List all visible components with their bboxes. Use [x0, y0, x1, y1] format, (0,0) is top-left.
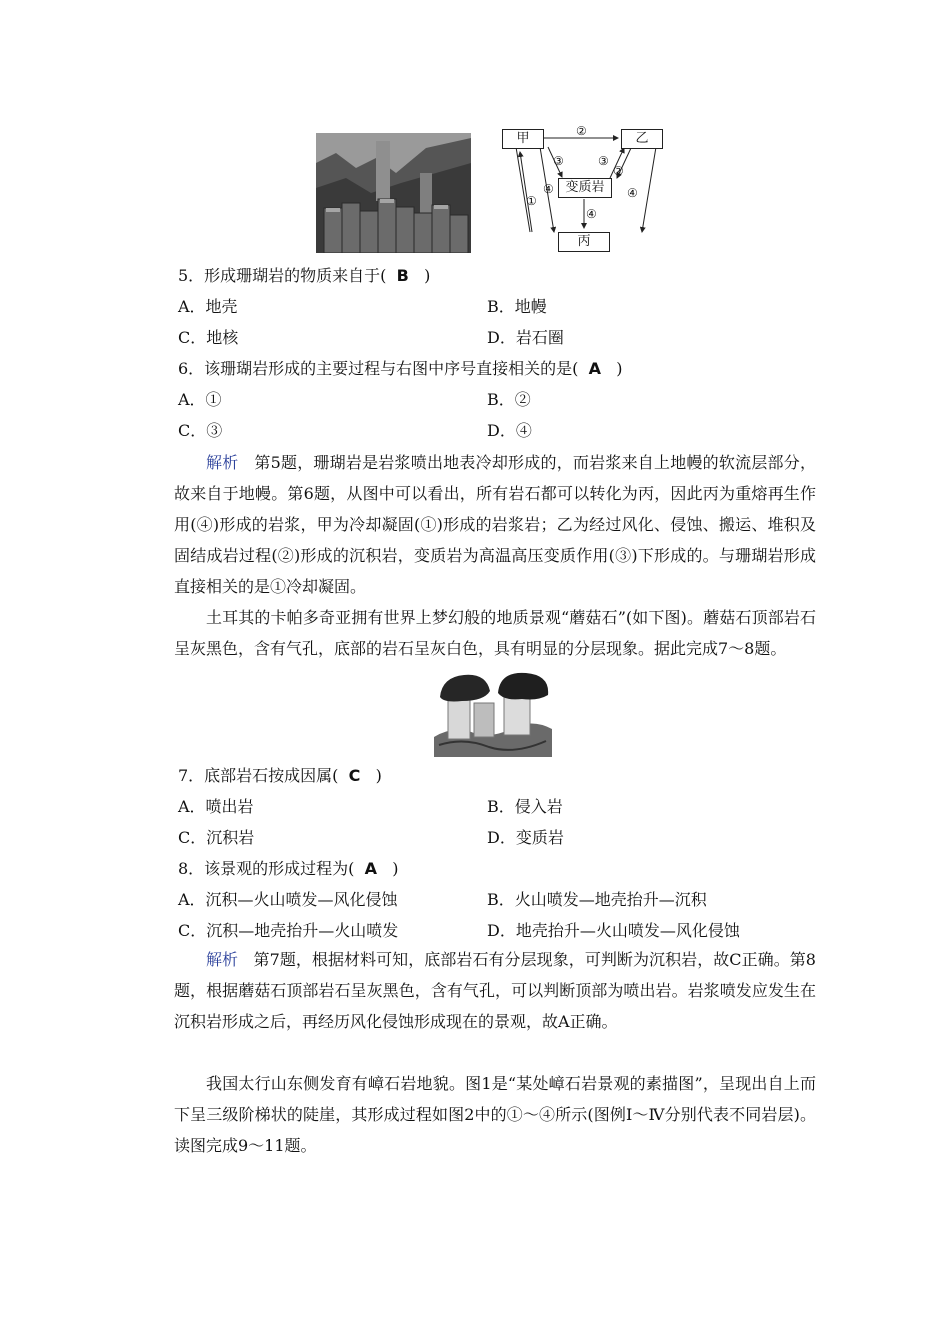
q8-option-d: D．地壳抬升—火山喷发—风化侵蚀 — [487, 921, 740, 940]
q7-answer: C — [348, 766, 361, 785]
label-bz-bing: ④ — [586, 207, 597, 221]
q5-option-d: D．岩石圈 — [487, 328, 564, 347]
mushroom-rock-photo — [434, 667, 552, 757]
analysis-1-label: 解析 — [206, 453, 239, 472]
q6-option-b: B．② — [487, 390, 531, 409]
q5-option-c: C．地核 — [178, 328, 239, 347]
label-jia-yi: ② — [576, 124, 587, 138]
q8-option-c: C．沉积—地壳抬升—火山喷发 — [178, 921, 399, 940]
label-jia-bz: ③ — [553, 154, 564, 168]
node-yi: 乙 — [621, 129, 663, 149]
node-bianzhi: 变质岩 — [558, 178, 612, 198]
q6-answer: A — [588, 359, 601, 378]
intro-zhangshiyan: 我国太行山东侧发育有嶂石岩地貌。图1是“某处嶂石岩景观的素描图”，呈现出自上而下呈三级阶梯状的陡崖，其形成过程如图2中的①～④所示(图例Ⅰ～Ⅳ分别代表不同岩层)。读图完成9～11题。 — [174, 1074, 816, 1155]
q6-option-a: A．① — [178, 390, 222, 409]
q5-answer: B — [396, 266, 409, 285]
q8-answer: A — [364, 859, 377, 878]
q7-option-b: B．侵入岩 — [487, 797, 563, 816]
label-left-inner: ④ — [543, 182, 554, 196]
q6-stem: 6．该珊瑚岩形成的主要过程与右图中序号直接相关的是( A ) — [178, 359, 623, 378]
q8-option-b: B．火山喷发—地壳抬升—沉积 — [487, 890, 707, 909]
intro-mushroom-rock: 土耳其的卡帕多奇亚拥有世界上梦幻般的地质景观“蘑菇石”(如下图)。蘑菇石顶部岩石呈灰黑色，含有气孔，底部的岩石呈灰白色，具有明显的分层现象。据此完成7～8题。 — [174, 608, 816, 658]
label-yi-bz: ② — [613, 164, 624, 178]
analysis-2: 解析 第7题，根据材料可知，底部岩石有分层现象，可判断为沉积岩，故C正确。第8题，根据蘑菇石顶部岩石呈灰黑色，含有气孔，可以判断顶部为喷出岩。岩浆喷发应发生在沉积岩形成之后，再经历风化侵蚀形成现在的景观，故A正确。 — [174, 950, 816, 1031]
q7-option-a: A．喷出岩 — [178, 797, 254, 816]
q8-option-a: A．沉积—火山喷发—风化侵蚀 — [178, 890, 398, 909]
label-left-outer: ① — [526, 194, 537, 208]
label-bz-yi: ③ — [598, 154, 609, 168]
q7-option-d: D．变质岩 — [487, 828, 564, 847]
q6-option-c: C．③ — [178, 421, 223, 440]
node-bing: 丙 — [558, 232, 610, 252]
q5-stem: 5．形成珊瑚岩的物质来自于( B ) — [178, 266, 431, 285]
label-right-outer: ④ — [627, 186, 638, 200]
q7-stem: 7．底部岩石按成因属( C ) — [178, 766, 382, 785]
analysis-2-label: 解析 — [206, 950, 239, 969]
q6-option-d: D．④ — [487, 421, 532, 440]
coral-rock-photo — [316, 133, 471, 253]
q5-option-b: B．地幔 — [487, 297, 547, 316]
q5-option-a: A．地壳 — [178, 297, 238, 316]
analysis-1: 解析 第5题，珊瑚岩是岩浆喷出地表冷却形成的，而岩浆来自上地幔的软流层部分，故来自于地幔。第6题，从图中可以看出，所有岩石都可以转化为丙，因此丙为重熔再生作用(④)形成的岩浆，甲为冷却凝固(①)形成的岩浆岩；乙为经过风化、侵蚀、搬运、堆积及固结成岩过程(②)形成的沉积岩，变质岩为高温高压变质作用(③)下形成的。与珊瑚岩形成直接相关的是①冷却凝固。 — [174, 453, 816, 596]
q7-option-c: C．沉积岩 — [178, 828, 255, 847]
q8-stem: 8．该景观的形成过程为( A ) — [178, 859, 399, 878]
node-jia: 甲 — [502, 129, 544, 149]
